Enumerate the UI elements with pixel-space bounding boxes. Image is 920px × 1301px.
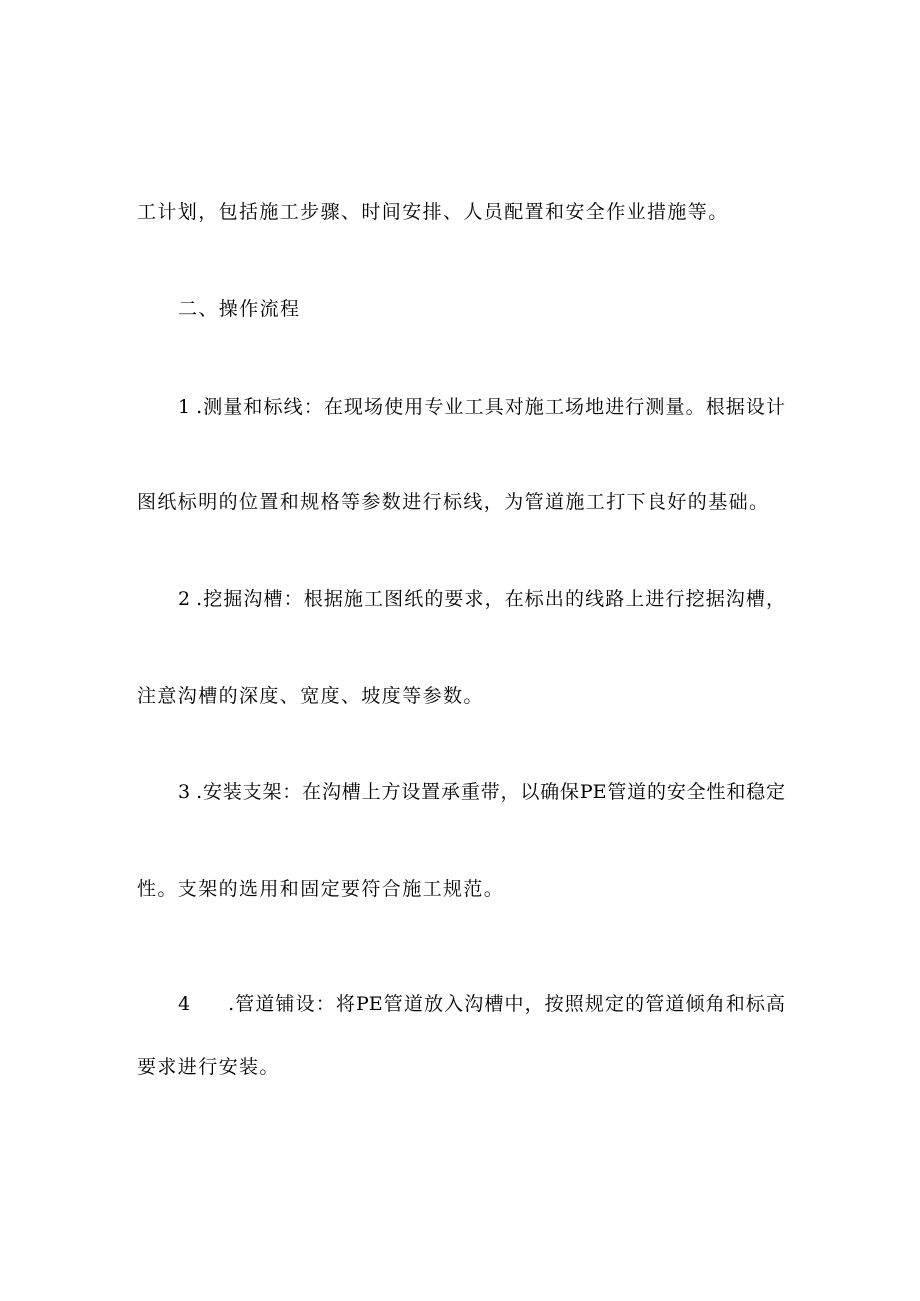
- step1-line2: 图纸标明的位置和规格等参数进行标线，为管道施工打下良好的基础。: [137, 491, 770, 513]
- step4-line1: [178, 992, 785, 1016]
- section-heading: 二、操作流程: [178, 298, 301, 320]
- step2-line2: 注意沟槽的深度、宽度、坡度等参数。: [137, 685, 484, 707]
- step3-text: .安装支架：在沟槽上方设置承重带，以确保PE管道的安全性和稳定: [196, 781, 785, 803]
- step2-line1: [178, 587, 785, 611]
- step4-text: .管道铺设：将PE管道放入沟槽中，按照规定的管道倾角和标高: [228, 993, 785, 1015]
- step2-number: 2: [178, 588, 191, 610]
- step1-line1: [178, 395, 785, 419]
- step3-line2: 性。支架的选用和固定要符合施工规范。: [137, 878, 505, 900]
- intro-tail-line: 工计划，包括施工步骤、时间安排、人员配置和安全作业措施等。: [137, 201, 729, 223]
- step2-text: .挖掘沟槽：根据施工图纸的要求，在标出的线路上进行挖据沟槽，: [196, 588, 785, 610]
- step3-number: 3: [178, 781, 191, 803]
- step1-text: .测量和标线：在现场使用专业工具对施工场地进行测量。根据设计: [196, 396, 785, 418]
- step4-number: 4: [178, 993, 191, 1015]
- step3-line1: [178, 780, 785, 804]
- step1-number: 1: [178, 396, 191, 418]
- step4-line2: 要求进行安装。: [137, 1056, 280, 1078]
